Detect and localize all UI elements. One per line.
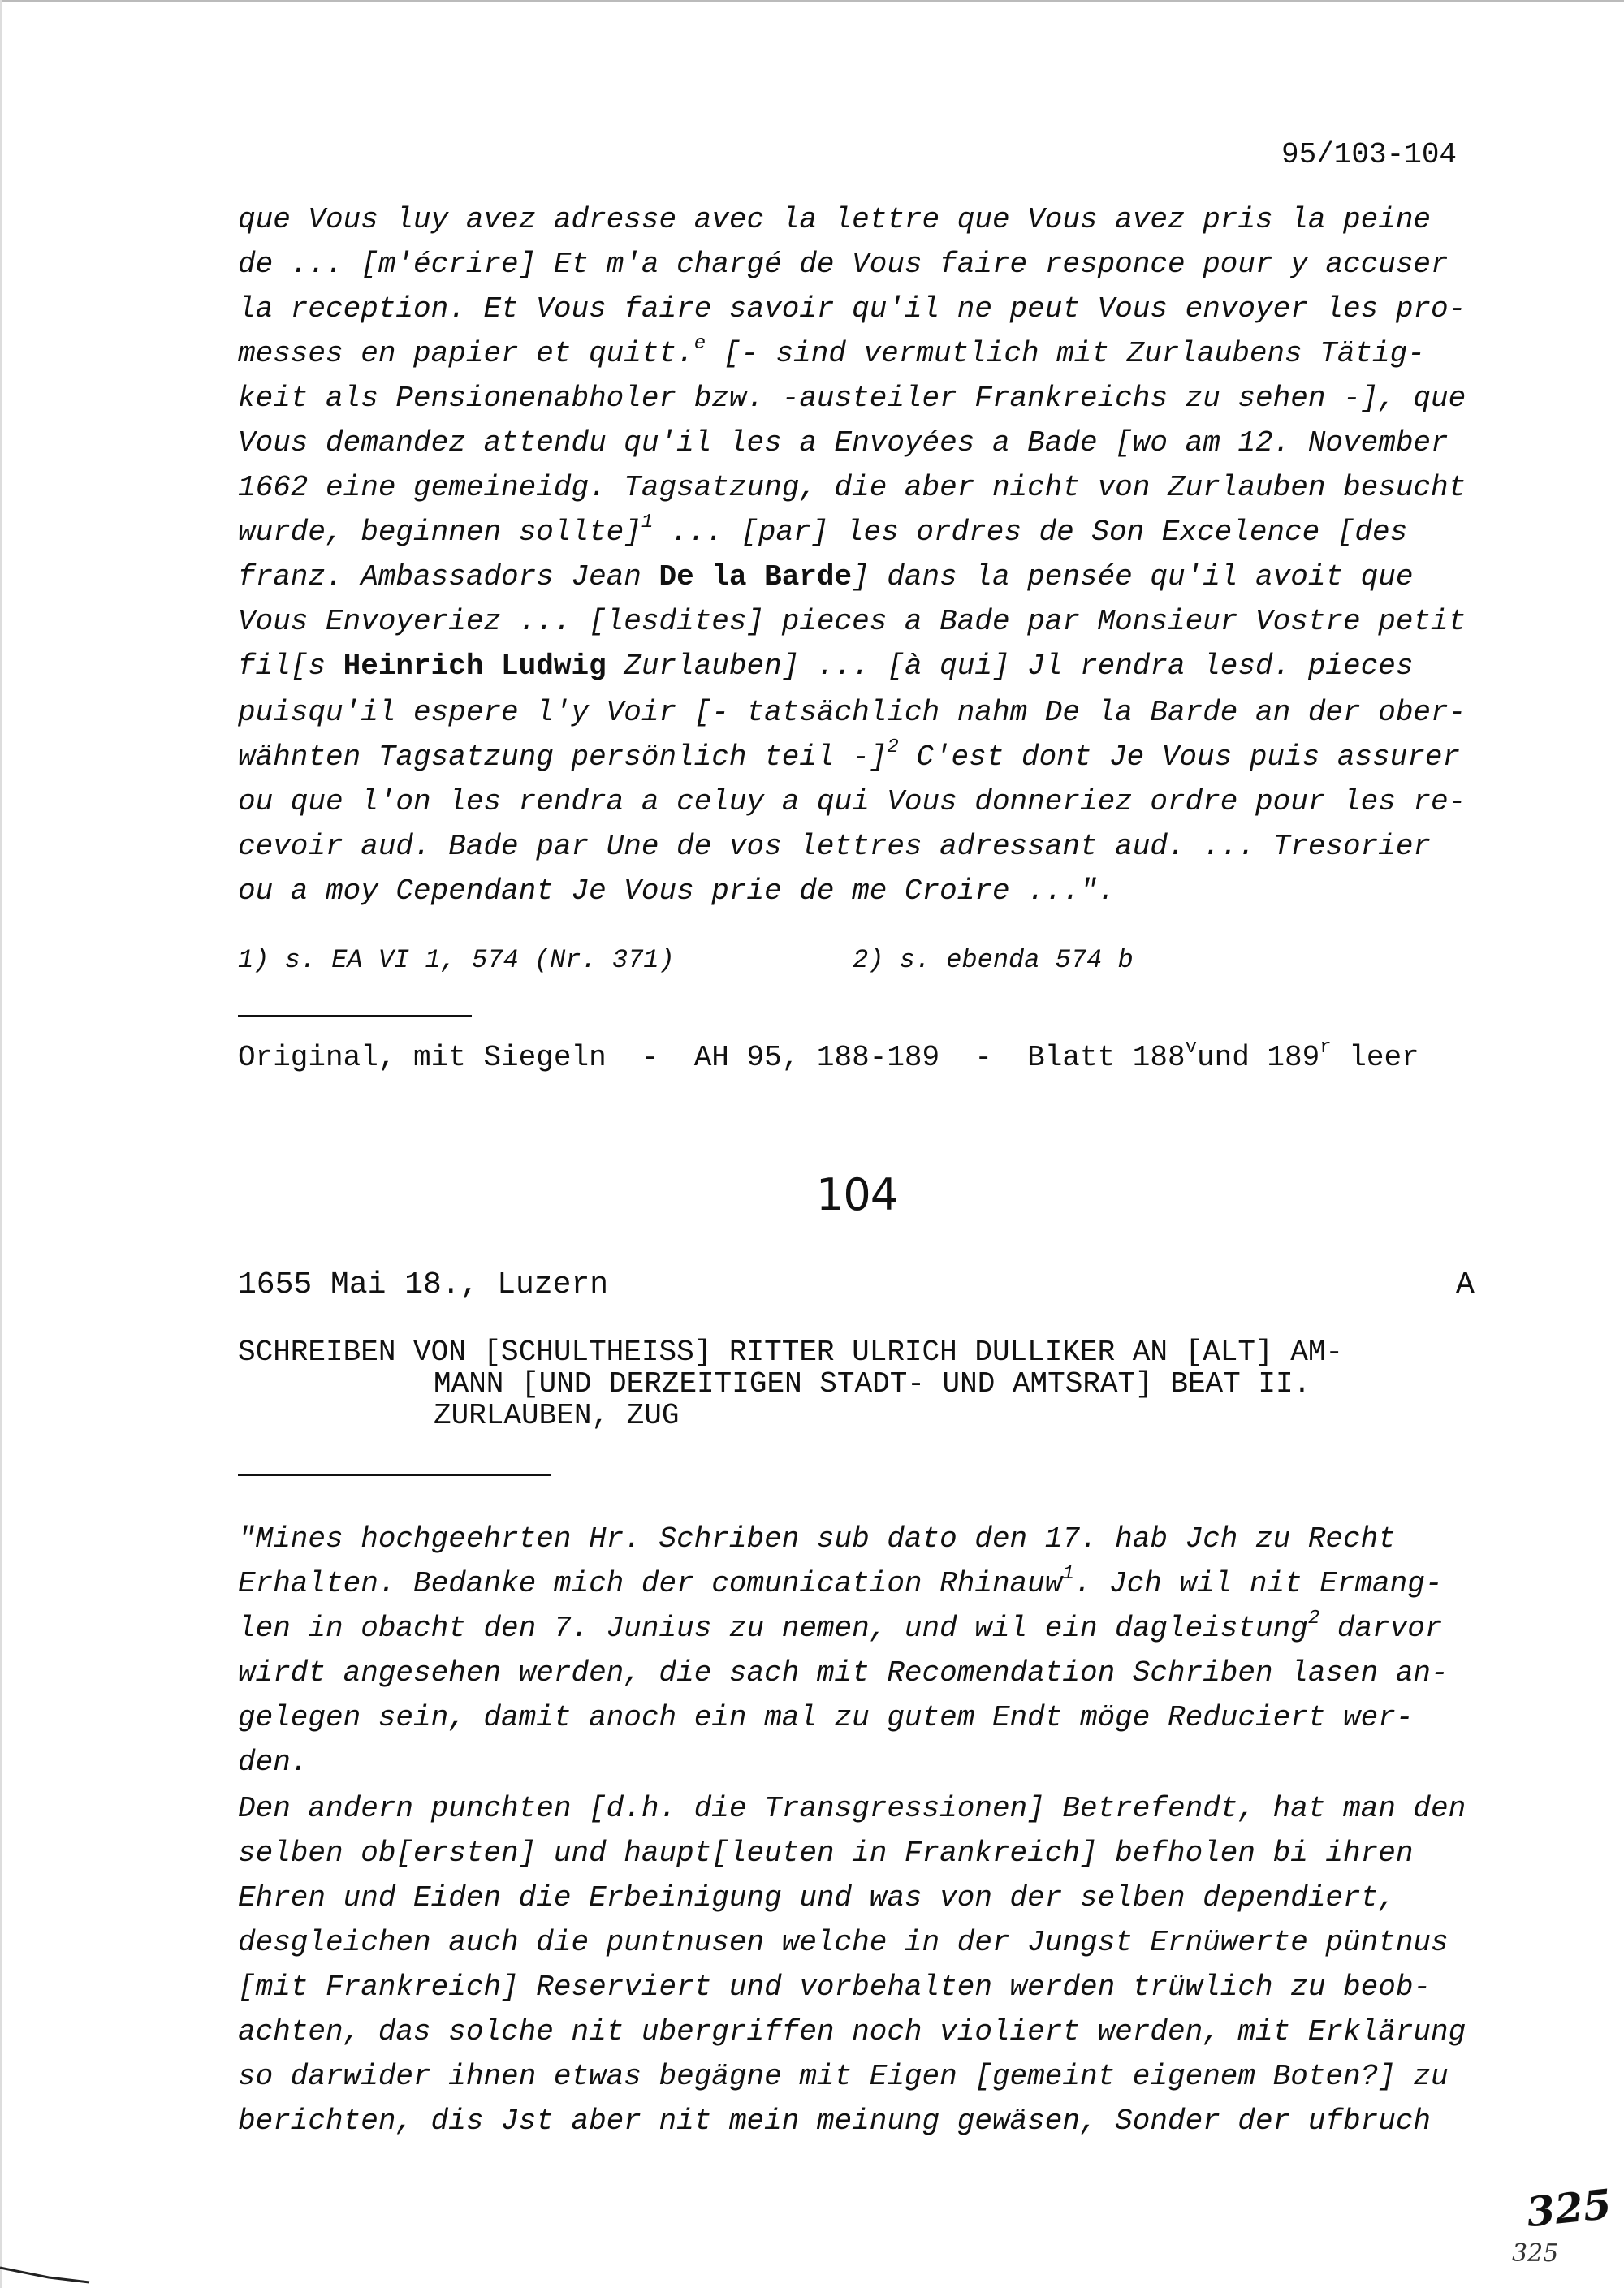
footnote-marker: e	[693, 333, 706, 355]
text-line: la reception. Et Vous faire savoir qu'il ne peut Vous envoyer les pro-	[238, 292, 1466, 326]
text-line: cevoir aud. Bade par Une de vos lettres adressant aud. ... Tresorier	[238, 830, 1432, 863]
text-line: so darwider ihnen etwas begägne mit Eigen [gemeint eigenem Boten?] zu	[238, 2060, 1449, 2093]
document-number: 104	[816, 1169, 898, 1220]
title-line: ZURLAUBEN, ZUG	[434, 1399, 680, 1432]
text-line: que Vous luy avez adresse avec la lettre que Vous avez pris la peine	[238, 203, 1432, 236]
text-line: berichten, dis Jst aber nit mein meinung gewäsen, Sonder der ufbruch	[238, 2105, 1432, 2138]
person-name: De la Barde	[659, 560, 853, 594]
text-line: selben ob[ersten] und haupt[leuten in Frankreich] befholen bi ihren	[238, 1837, 1414, 1870]
date-place: 1655 Mai 18., Luzern	[238, 1267, 609, 1302]
text-line: ou que l'on les rendra a celuy a qui Vous donneriez ordre pour les re-	[238, 785, 1466, 818]
text-line: wähnten Tagsatzung persönlich teil -]$^2$ C'est dont Je Vous puis assurer	[238, 736, 1461, 774]
scan-left-edge	[0, 0, 2, 2288]
text-line: Den andern punchten [d.h. die Transgressionen] Betrefendt, hat man den	[238, 1792, 1466, 1825]
scan-top-edge	[0, 0, 1624, 2]
handwritten-page-number: 325	[1524, 2179, 1614, 2237]
title-line: SCHREIBEN VON [SCHULTHEISS] RITTER ULRICH DULLIKER AN [ALT] AM-	[238, 1336, 1344, 1369]
footnote-1: 1) s. EA VI 1, 574 (Nr. 371)	[238, 945, 675, 975]
text-line: [mit Frankreich] Reserviert und vorbehalten werden trüwlich zu beob-	[238, 1971, 1432, 2004]
page-reference: 95/103-104	[1281, 138, 1458, 171]
footnote-2: 2) s. ebenda 574 b	[853, 945, 1134, 975]
text-line: wurde, beginnen sollte]$^1$ ... [par] les ordres de Son Excelence [des	[238, 512, 1408, 549]
person-name: Heinrich Ludwig	[343, 650, 607, 683]
text-line: Ehren und Eiden die Erbeinigung und was von der selben dependiert,	[238, 1881, 1396, 1915]
divider-rule	[238, 1015, 472, 1017]
text-line: den.	[238, 1746, 309, 1779]
footnote-marker: 1	[1062, 1563, 1074, 1585]
text-line: wirdt angesehen werden, die sach mit Recomendation Schriben lasen an-	[238, 1656, 1449, 1690]
text-line: len in obacht den 7. Junius zu nemen, und wil ein dagleistung$^2$ darvor	[238, 1608, 1443, 1645]
text-line: gelegen sein, damit anoch ein mal zu gutem Endt möge Reduciert wer-	[238, 1701, 1414, 1734]
handwritten-page-number-small: 325	[1512, 2239, 1559, 2268]
scan-artifact-mark	[0, 2253, 97, 2286]
text-line: ou a moy Cependant Je Vous prie de me Croire ...".	[238, 874, 1116, 908]
text-line: Vous Envoyeriez ... [lesdites] pieces a Bade par Monsieur Vostre petit	[238, 605, 1466, 638]
footnote-marker: 2	[1307, 1608, 1320, 1630]
text-line: messes en papier et quitt.$^e$ [- sind vermutlich mit Zurlaubens Tätig-	[238, 333, 1425, 370]
text-line: Erhalten. Bedanke mich der comunication Rhinauw$^1$. Jch wil nit Ermang-	[238, 1563, 1443, 1600]
footnote-marker: 2	[887, 736, 899, 758]
text-line: franz. Ambassadors Jean De la Barde] dans la pensée qu'il avoit que	[238, 560, 1414, 594]
text-line: fil[s Heinrich Ludwig Zurlauben] ... [à qui] Jl rendra lesd. pieces	[238, 650, 1414, 683]
text-line: achten, das solche nit ubergriffen noch violiert werden, mit Erklärung	[238, 2015, 1466, 2048]
text-line: desgleichen auch die puntnusen welche in der Jungst Ernüwerte püntnus	[238, 1926, 1449, 1959]
divider-rule	[238, 1474, 551, 1476]
text-line: 1662 eine gemeineidg. Tagsatzung, die aber nicht von Zurlauben besucht	[238, 471, 1466, 504]
title-line: MANN [UND DERZEITIGEN STADT- UND AMTSRAT] BEAT II.	[434, 1367, 1311, 1401]
text-line: de ... [m'écrire] Et m'a chargé de Vous faire responce pour y accuser	[238, 248, 1449, 281]
source-note: Original, mit Siegeln - AH 95, 188-189 - Blatt 188$^v$und 189$^r$ leer	[238, 1037, 1419, 1074]
text-line: keit als Pensionenabholer bzw. -austeiler Frankreichs zu sehen -], que	[238, 382, 1466, 415]
text-line: "Mines hochgeehrten Hr. Schriben sub dato den 17. hab Jch zu Recht	[238, 1522, 1396, 1556]
text-line: puisqu'il espere l'y Voir [- tatsächlich nahm De la Barde an der ober-	[238, 696, 1466, 729]
class-mark: A	[1456, 1267, 1475, 1302]
text-line: Vous demandez attendu qu'il les a Envoyées a Bade [wo am 12. November	[238, 426, 1449, 460]
footnote-marker: 1	[641, 512, 654, 533]
